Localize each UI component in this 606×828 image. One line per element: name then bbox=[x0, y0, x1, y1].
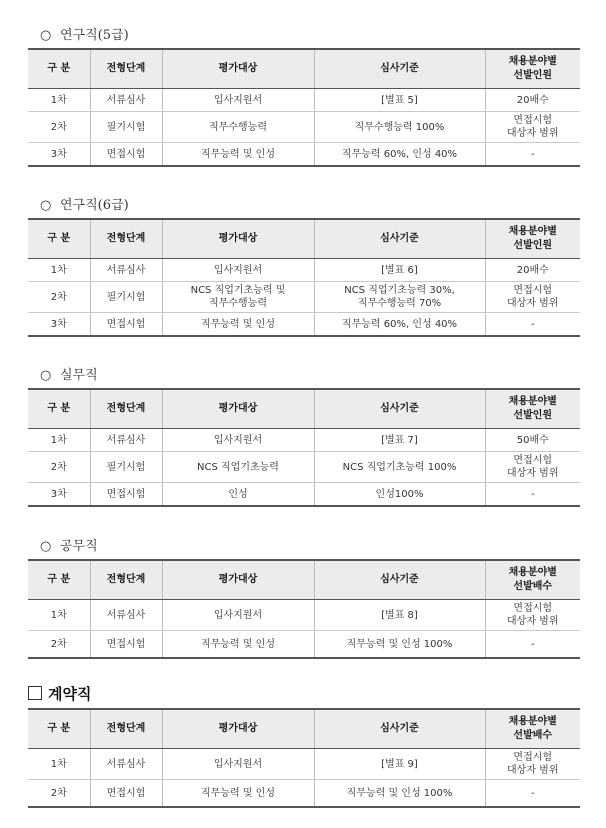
section-heading-contract: 계약직 bbox=[28, 683, 91, 704]
table-header-cell: 평가대상 bbox=[162, 389, 314, 429]
table-row bbox=[28, 112, 580, 143]
table-cell: 서류심사 bbox=[90, 749, 162, 780]
table-cell: 면접시험 대상자 범위 bbox=[485, 282, 580, 313]
table-row bbox=[28, 452, 580, 483]
selection-table-contract bbox=[28, 708, 580, 808]
table-cell: [별표 8] bbox=[314, 600, 485, 631]
table-header-cell: 평가대상 bbox=[162, 709, 314, 749]
table-header-cell: 전형단계 bbox=[90, 389, 162, 429]
table-header-cell: 전형단계 bbox=[90, 560, 162, 600]
table-cell: 직무능력 및 인성 bbox=[162, 313, 314, 337]
section-heading-public-service: ○ 공무직 bbox=[40, 539, 98, 554]
table-cell: - bbox=[485, 313, 580, 337]
table-cell: 2차 bbox=[28, 631, 90, 659]
table-cell: - bbox=[485, 143, 580, 167]
table-cell: 면접시험 대상자 범위 bbox=[485, 600, 580, 631]
table-cell: 인성 bbox=[162, 483, 314, 507]
table-header-cell: 심사기준 bbox=[314, 389, 485, 429]
table-cell: - bbox=[485, 780, 580, 808]
table-header-cell: 심사기준 bbox=[314, 709, 485, 749]
table-cell: 3차 bbox=[28, 483, 90, 507]
table-header-cell: 구 분 bbox=[28, 560, 90, 600]
table-header-cell: 채용분야별 선발배수 bbox=[485, 709, 580, 749]
table-cell: 직무수행능력 100% bbox=[314, 112, 485, 143]
table-header-row bbox=[28, 709, 580, 749]
table-header-cell: 채용분야별 선발인원 bbox=[485, 219, 580, 259]
table-row bbox=[28, 631, 580, 659]
table-header-cell: 구 분 bbox=[28, 219, 90, 259]
table-header-row bbox=[28, 49, 580, 89]
table-row bbox=[28, 313, 580, 337]
table-cell: 입사지원서 bbox=[162, 429, 314, 452]
table-cell: 2차 bbox=[28, 452, 90, 483]
table-cell: 1차 bbox=[28, 89, 90, 112]
table-cell: 1차 bbox=[28, 259, 90, 282]
table-cell: 2차 bbox=[28, 112, 90, 143]
table-cell: [별표 7] bbox=[314, 429, 485, 452]
table-cell: 직무능력 및 인성 100% bbox=[314, 631, 485, 659]
table-cell: 서류심사 bbox=[90, 259, 162, 282]
table-cell: 필기시험 bbox=[90, 112, 162, 143]
table-header-cell: 채용분야별 선발배수 bbox=[485, 560, 580, 600]
table-cell: 2차 bbox=[28, 282, 90, 313]
table-header-cell: 심사기준 bbox=[314, 219, 485, 259]
table-cell: 필기시험 bbox=[90, 452, 162, 483]
table-header-cell: 구 분 bbox=[28, 389, 90, 429]
table-cell: 입사지원서 bbox=[162, 600, 314, 631]
table-cell: [별표 5] bbox=[314, 89, 485, 112]
table-cell: 직무능력 및 인성 bbox=[162, 631, 314, 659]
selection-table-research-6 bbox=[28, 218, 580, 337]
table-cell: 면접시험 bbox=[90, 631, 162, 659]
table-header-cell: 전형단계 bbox=[90, 219, 162, 259]
table-cell: 3차 bbox=[28, 143, 90, 167]
table-cell: 직무수행능력 bbox=[162, 112, 314, 143]
table-cell: 면접시험 대상자 범위 bbox=[485, 749, 580, 780]
table-header-cell: 구 분 bbox=[28, 709, 90, 749]
header-division: 구 분 bbox=[28, 49, 90, 89]
table-header-cell: 평가대상 bbox=[162, 560, 314, 600]
table-cell: NCS 직업기초능력 bbox=[162, 452, 314, 483]
checkbox-square-icon bbox=[28, 686, 42, 700]
table-row bbox=[28, 282, 580, 313]
table-cell: 직무능력 및 인성 bbox=[162, 780, 314, 808]
selection-table-research-5 bbox=[28, 48, 580, 167]
table-cell: 서류심사 bbox=[90, 600, 162, 631]
table-cell: 서류심사 bbox=[90, 429, 162, 452]
header-criteria: 심사기준 bbox=[314, 49, 485, 89]
table-cell: 3차 bbox=[28, 313, 90, 337]
table-row bbox=[28, 89, 580, 112]
section-heading-research-6: ○ 연구직(6급) bbox=[40, 198, 129, 213]
table-header-row bbox=[28, 389, 580, 429]
table-cell: [별표 9] bbox=[314, 749, 485, 780]
table-cell: - bbox=[485, 631, 580, 659]
table-cell: 입사지원서 bbox=[162, 749, 314, 780]
table-cell: NCS 직업기초능력 및 직무수행능력 bbox=[162, 282, 314, 313]
table-header-cell: 평가대상 bbox=[162, 219, 314, 259]
table-header-cell: 전형단계 bbox=[90, 709, 162, 749]
header-selection: 채용분야별 선발인원 bbox=[485, 49, 580, 89]
table-cell: 직무능력 및 인성 100% bbox=[314, 780, 485, 808]
table-cell: 입사지원서 bbox=[162, 89, 314, 112]
table-cell: 1차 bbox=[28, 749, 90, 780]
table-cell: NCS 직업기초능력 100% bbox=[314, 452, 485, 483]
table-cell: 직무능력 및 인성 bbox=[162, 143, 314, 167]
table-cell: 직무능력 60%, 인성 40% bbox=[314, 143, 485, 167]
table-header-cell: 채용분야별 선발인원 bbox=[485, 389, 580, 429]
table-cell: 1차 bbox=[28, 429, 90, 452]
table-cell: 2차 bbox=[28, 780, 90, 808]
table-cell: 면접시험 대상자 범위 bbox=[485, 452, 580, 483]
selection-table-practical bbox=[28, 388, 580, 507]
table-cell: 서류심사 bbox=[90, 89, 162, 112]
table-cell: - bbox=[485, 483, 580, 507]
table-row bbox=[28, 600, 580, 631]
table-row bbox=[28, 143, 580, 167]
header-target: 평가대상 bbox=[162, 49, 314, 89]
table-cell: NCS 직업기초능력 30%, 직무수행능력 70% bbox=[314, 282, 485, 313]
header-stage: 전형단계 bbox=[90, 49, 162, 89]
table-header-row bbox=[28, 560, 580, 600]
table-cell: 인성100% bbox=[314, 483, 485, 507]
table-cell: 50배수 bbox=[485, 429, 580, 452]
section-heading-practical: ○ 실무직 bbox=[40, 368, 98, 383]
table-cell: 면접시험 bbox=[90, 143, 162, 167]
table-cell: 면접시험 대상자 범위 bbox=[485, 112, 580, 143]
section-heading-research-5: ○ 연구직(5급) bbox=[40, 28, 129, 43]
table-cell: 면접시험 bbox=[90, 313, 162, 337]
selection-table-public-service bbox=[28, 559, 580, 659]
table-cell: 입사지원서 bbox=[162, 259, 314, 282]
table-row bbox=[28, 749, 580, 780]
table-row bbox=[28, 483, 580, 507]
table-cell: 20배수 bbox=[485, 259, 580, 282]
table-header-row bbox=[28, 219, 580, 259]
table-cell: 필기시험 bbox=[90, 282, 162, 313]
table-cell: [별표 6] bbox=[314, 259, 485, 282]
table-header-cell: 심사기준 bbox=[314, 560, 485, 600]
table-cell: 면접시험 bbox=[90, 483, 162, 507]
table-cell: 면접시험 bbox=[90, 780, 162, 808]
table-cell: 직무능력 60%, 인성 40% bbox=[314, 313, 485, 337]
table-cell: 20배수 bbox=[485, 89, 580, 112]
table-row bbox=[28, 259, 580, 282]
table-row bbox=[28, 429, 580, 452]
table-row bbox=[28, 780, 580, 808]
table-cell: 1차 bbox=[28, 600, 90, 631]
